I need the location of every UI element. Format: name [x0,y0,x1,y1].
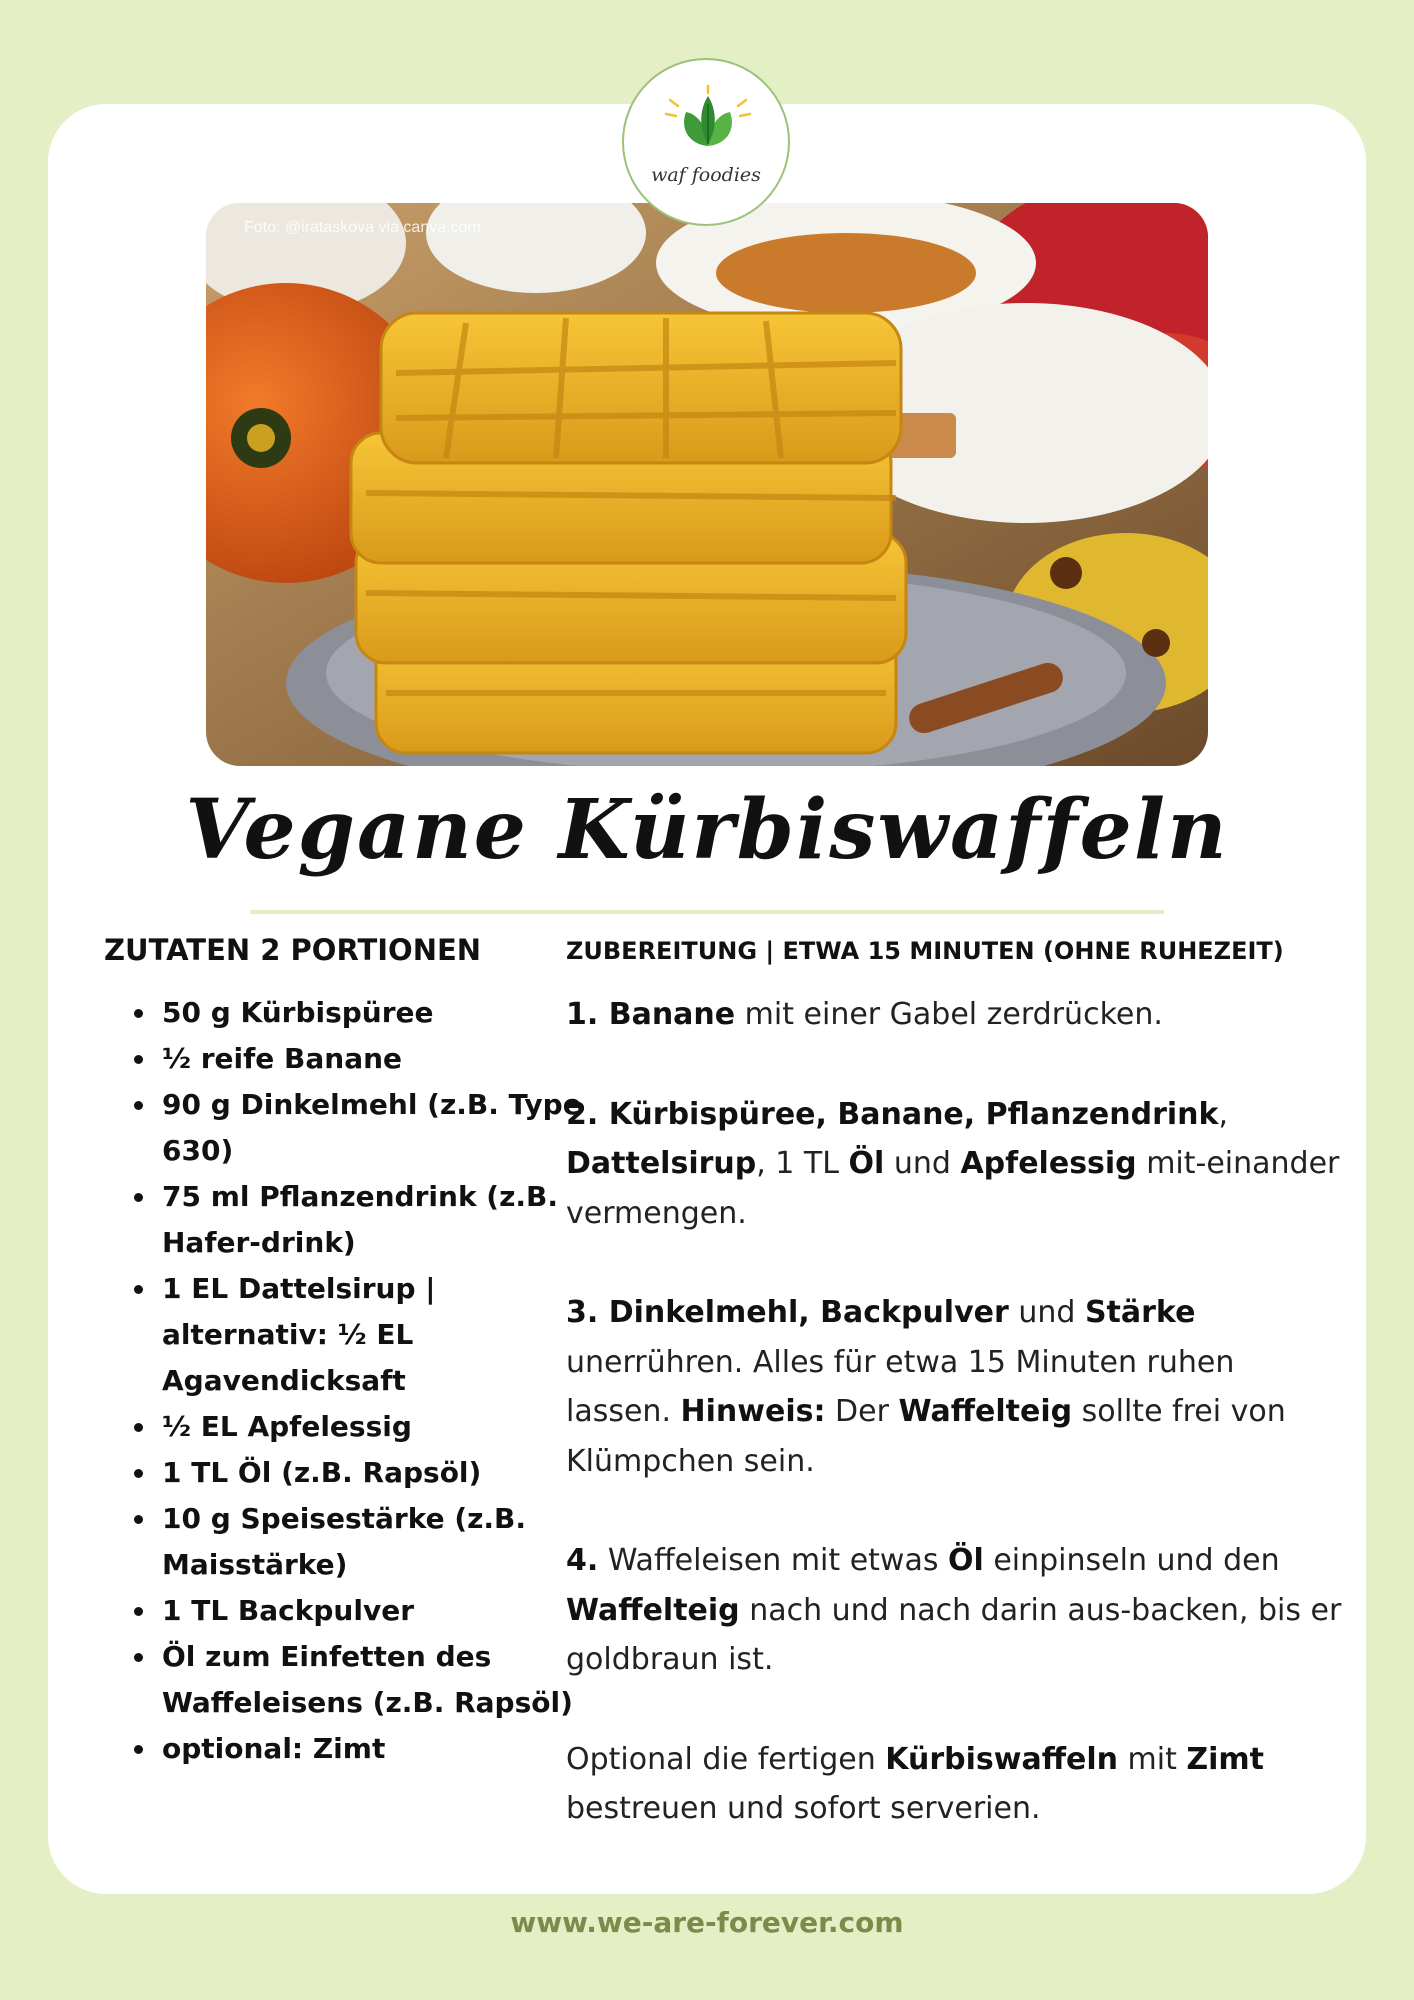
footer-url[interactable]: www.we-are-forever.com [510,1906,904,1939]
ingredient-item: 75 ml Pflanzendrink (z.B. Hafer-drink) [162,1174,602,1266]
step-text: , 1 TL [756,1146,849,1181]
ingredient-item: 1 EL Dattelsirup | alternativ: ½ EL Agavendicksaft [162,1266,602,1404]
step-bold-text: Waffelteig [898,1394,1073,1429]
step-text: Der [825,1394,899,1429]
photo-credit: Foto: @irataskova via canva.com [244,219,481,236]
step-bold-text: 1. Banane [566,997,736,1032]
step-bold-text: Zimt [1186,1741,1265,1777]
step-bold-text: Öl [848,1146,885,1181]
step-bold-text: Hinweis: [680,1394,826,1429]
step-bold-text: Kürbiswaffeln [885,1741,1118,1777]
step-text: bestreuen und sofort serverien. [566,1791,1041,1826]
preparation-step [566,1735,1346,1834]
ingredient-item: optional: Zimt [162,1726,602,1772]
step-bold-text: 4. [566,1543,599,1578]
step-text: mit-einander vermengen. [566,1146,1340,1231]
step-bold-text: Öl [948,1543,984,1578]
preparation-step [566,1288,1346,1486]
ingredient-item: Öl zum Einfetten des Waffeleisens (z.B. Rapsöl) [162,1634,602,1726]
step-bold-text: Apfelessig [960,1146,1137,1181]
ingredient-item: 90 g Dinkelmehl (z.B. Type 630) [162,1082,602,1174]
hero-photo [206,203,1208,766]
ingredients-heading: ZUTATEN 2 PORTIONEN [104,933,482,967]
preparation-steps [566,990,1346,1884]
step-text: unerrühren. Alles für etwa 15 Minuten ruhen lassen. [566,1344,1235,1429]
step-bold-text: Waffelteig [566,1592,740,1628]
ingredient-item: ½ reife Banane [162,1036,602,1082]
step-bold-text: 2. Kürbispüree, Banane, Pflanzendrink [566,1096,1219,1132]
preparation-step [566,1536,1346,1685]
step-text: sollte frei von Klümpchen sein. [566,1394,1286,1479]
step-bold-text: Dattelsirup [566,1146,757,1181]
step-bold-text: 3. Dinkelmehl, Backpulver [566,1295,1009,1330]
step-text: und [884,1146,961,1181]
ingredients-list [120,990,602,1772]
step-text: nach und nach darin aus-backen, bis er goldbraun ist. [566,1592,1342,1677]
title-divider [250,910,1164,914]
logo-text: waf foodies [651,164,761,186]
ingredient-item: 1 TL Öl (z.B. Rapsöl) [162,1450,602,1496]
step-text: Optional die fertigen [566,1741,886,1777]
step-text: und [1008,1295,1085,1330]
brand-logo [622,58,790,226]
waffle-photo-illustration [206,203,1208,766]
step-text: , [1218,1096,1229,1132]
ingredient-item: 1 TL Backpulver [162,1588,602,1634]
step-bold-text: Stärke [1084,1295,1196,1330]
recipe-title: Vegane Kürbiswaffeln [185,782,1229,878]
step-text: Waffeleisen mit etwas [598,1543,948,1578]
ingredient-item: ½ EL Apfelessig [162,1404,602,1450]
step-text: mit [1117,1741,1187,1777]
ingredient-item: 50 g Kürbispüree [162,990,602,1036]
step-text: einpinseln und den [983,1543,1280,1578]
step-text: mit einer Gabel zerdrücken. [735,997,1163,1032]
preparation-step [566,1090,1346,1239]
basil-leaf-icon [658,84,758,164]
preparation-step [566,990,1346,1040]
preparation-heading: ZUBEREITUNG | ETWA 15 MINUTEN (OHNE RUHEZEIT) [566,937,1284,965]
ingredient-item: 10 g Speisestärke (z.B. Maisstärke) [162,1496,602,1588]
